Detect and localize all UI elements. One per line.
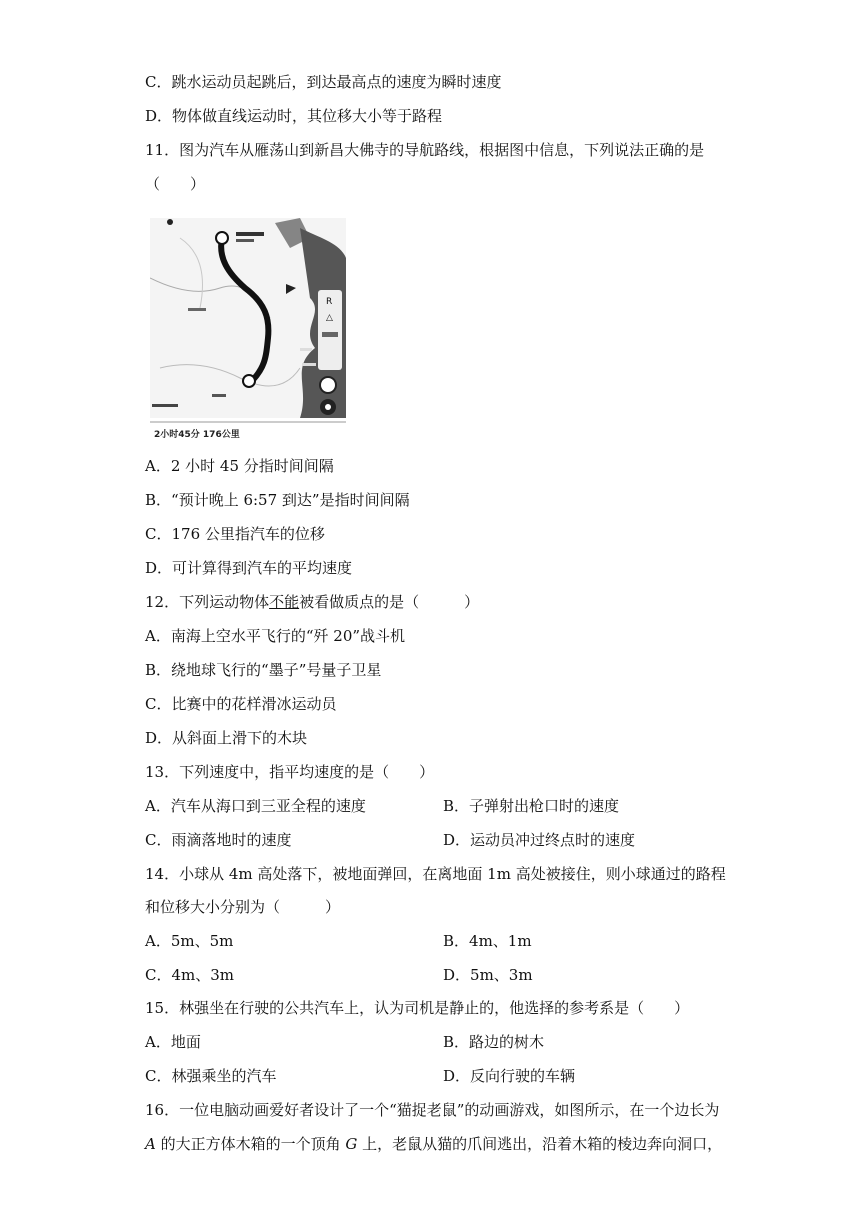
q13-option-c: C．雨滴落地时的速度 (145, 831, 292, 849)
q12-stem-suffix: 被看做质点的是（ ） (299, 593, 480, 611)
q14-option-a: A．5m、5m (145, 932, 234, 950)
q10-option-c: C．跳水运动员起跳后，到达最高点的速度为瞬时速度 (145, 73, 502, 91)
q11-blank: （ ） (145, 175, 206, 193)
q11-option-b: B．“预计晚上 6:57 到达”是指时间间隔 (145, 491, 410, 509)
q13-option-a: A．汽车从海口到三亚全程的速度 (145, 797, 366, 815)
q14-option-d: D．5m、3m (443, 966, 533, 984)
q14-stem-line1: 14．小球从 4m 高处落下，被地面弹回，在离地面 1m 高处被接住，则小球通过的路程 (145, 865, 726, 883)
q15-option-a: A．地面 (145, 1033, 201, 1051)
var-a: A (145, 1135, 156, 1153)
q15-option-d: D．反向行驶的车辆 (443, 1067, 576, 1085)
q13-option-b: B．子弹射出枪口时的速度 (443, 797, 620, 815)
q15-stem: 15．林强坐在行驶的公共汽车上，认为司机是静止的，他选择的参考系是（ ） (145, 999, 690, 1017)
q10-option-d: D．物体做直线运动时，其位移大小等于路程 (145, 107, 443, 125)
svg-text:R: R (326, 297, 333, 307)
q12-stem (145, 592, 479, 612)
q11-option-c: C．176 公里指汽车的位移 (145, 525, 325, 543)
q12-stem-prefix: 12．下列运动物体 (145, 593, 270, 611)
q12-option-c: C．比赛中的花样滑冰运动员 (145, 695, 337, 713)
q16-line2-part2: 上，老鼠从猫的爪间逃出，沿着木箱的棱边奔向洞口， (357, 1135, 723, 1153)
svg-text:△: △ (326, 313, 333, 323)
q15-option-b: B．路边的树木 (443, 1033, 545, 1051)
q12-option-d: D．从斜面上滑下的木块 (145, 729, 308, 747)
q16-stem-line2 (145, 1134, 722, 1154)
q11-option-a: A．2 小时 45 分指时间间隔 (145, 457, 334, 475)
q16-stem-line1: 16．一位电脑动画爱好者设计了一个“猫捉老鼠”的动画游戏，如图所示，在一个边长为 (145, 1101, 720, 1119)
q16-line2-part1: 的大正方体木箱的一个顶角 (155, 1135, 346, 1153)
map-caption: 2小时45分 176公里 (154, 430, 240, 440)
q13-stem: 13．下列速度中，指平均速度的是（ ） (145, 763, 435, 781)
q12-stem-underlined: 不能 (269, 593, 300, 611)
q14-option-c: C．4m、3m (145, 966, 235, 984)
q14-option-b: B．4m、1m (443, 932, 532, 950)
q11-option-d: D．可计算得到汽车的平均速度 (145, 559, 353, 577)
q15-option-c: C．林强乘坐的汽车 (145, 1067, 277, 1085)
q12-option-a: A．南海上空水平飞行的“歼 20”战斗机 (145, 627, 406, 645)
q12-option-b: B．绕地球飞行的“墨子”号量子卫星 (145, 661, 382, 679)
navigation-map-image (150, 218, 346, 440)
var-g: G (345, 1135, 358, 1153)
q11-stem: 11．图为汽车从雁荡山到新昌大佛寺的导航路线，根据图中信息，下列说法正确的是 (145, 141, 705, 159)
navigation-map-graphic (150, 218, 346, 440)
q13-option-d: D．运动员冲过终点时的速度 (443, 831, 636, 849)
q14-stem-line2: 和位移大小分别为（ ） (145, 898, 341, 916)
